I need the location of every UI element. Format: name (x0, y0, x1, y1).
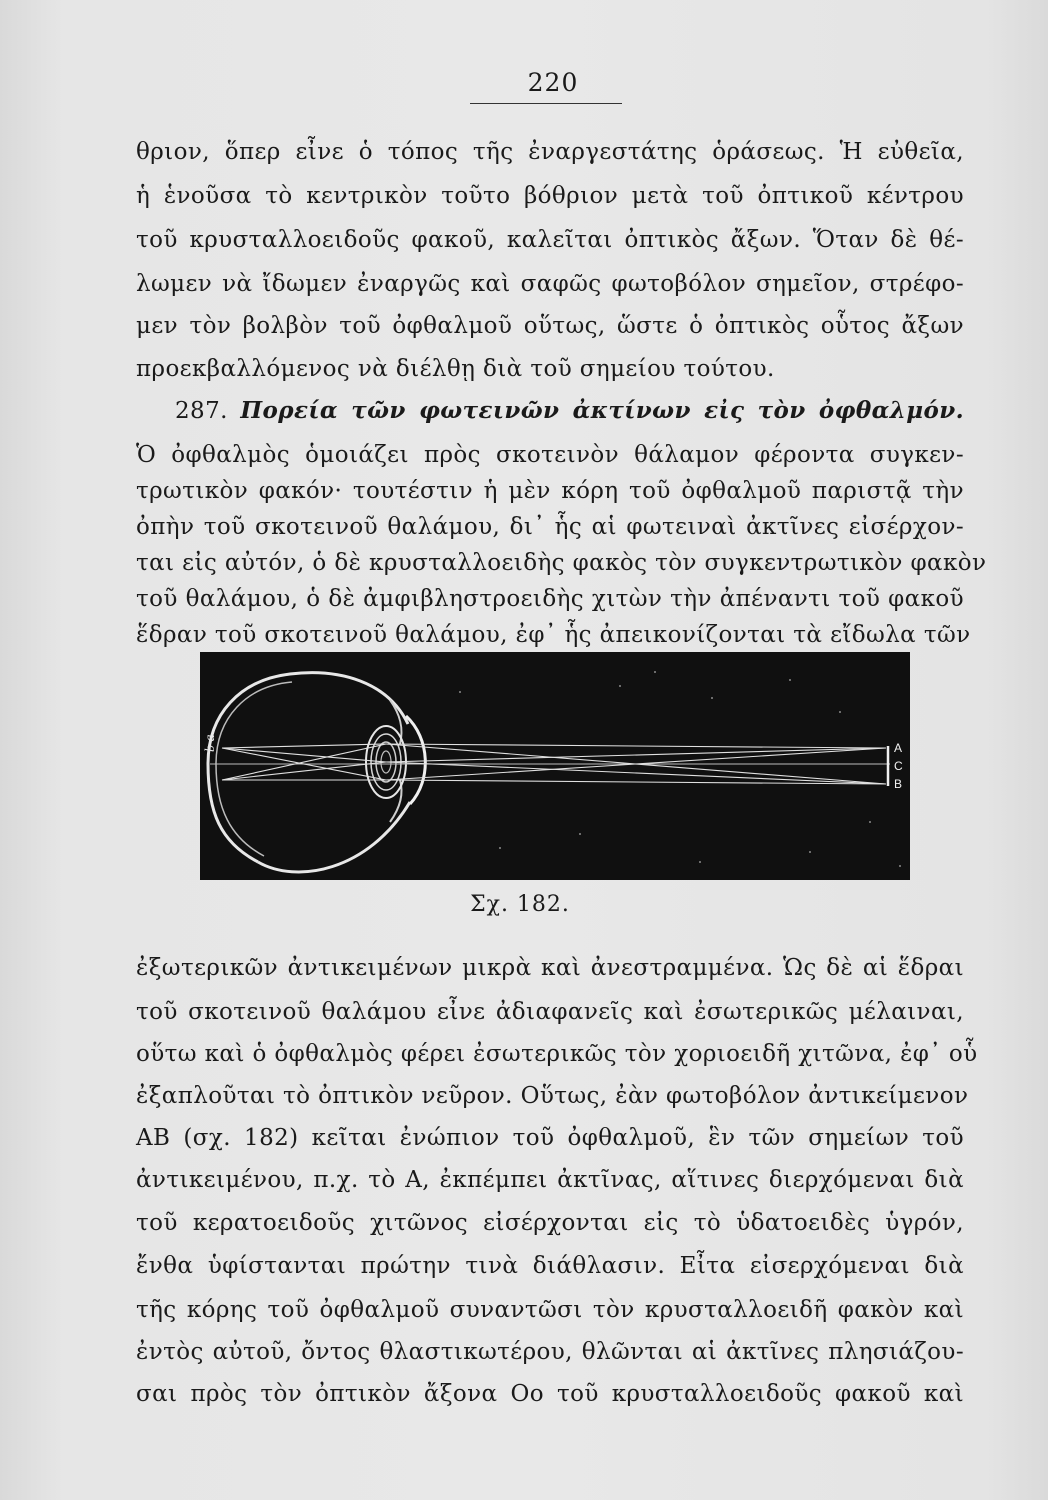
figure-background (200, 652, 910, 880)
text-line: ἡ ἑνοῦσα τὸ κεντρικὸν τοῦτο βόθριον μετὰ τοῦ ὀπτικοῦ κέντρου (136, 183, 964, 209)
text-line: ἐξωτερικῶν ἀντικειμένων μικρὰ καὶ ἀνεστραμμένα. Ὡς δὲ αἱ ἕδραι (136, 955, 964, 981)
text-line: σαι πρὸς τὸν ὀπτικὸν ἄξονα Οο τοῦ κρυσταλλοειδοῦς φακοῦ καὶ (136, 1381, 964, 1407)
text-line: τοῦ σκοτεινοῦ θαλάμου εἶνε ἀδιαφανεῖς καὶ ἐσωτερικῶς μέλαιναι, (136, 999, 964, 1025)
text-line: τῆς κόρης τοῦ ὀφθαλμοῦ συναντῶσι τὸν κρυσταλλοειδῆ φακὸν καὶ (136, 1297, 964, 1323)
label-c: C (894, 759, 903, 773)
text-line: Ὁ ὀφθαλμὸς ὁμοιάζει πρὸς σκοτεινὸν θάλαμον φέροντα συγκεν- (136, 442, 964, 468)
text-line: μεν τὸν βολβὸν τοῦ ὀφθαλμοῦ οὕτως, ὥστε ὁ ὀπτικὸς οὗτος ἄξων (136, 313, 964, 339)
text-line: προεκβαλλόμενος νὰ διέλθῃ διὰ τοῦ σημείου τούτου. (136, 356, 775, 382)
section-heading (175, 391, 964, 431)
label-b: B (894, 777, 903, 791)
text-line: ἕδραν τοῦ σκοτεινοῦ θαλάμου, ἐφ᾽ ἧς ἀπεικονίζονται τὰ εἴδωλα τῶν (136, 622, 971, 648)
text-line: τοῦ θαλάμου, ὁ δὲ ἀμφιβληστροειδὴς χιτὼν τὴν ἀπέναντι τοῦ φακοῦ (136, 586, 964, 612)
page-number: 220 (527, 68, 579, 97)
figure-caption: Σχ. 182. (470, 892, 570, 917)
label-a: A (894, 741, 903, 755)
text-line: θριον, ὅπερ εἶνε ὁ τόπος τῆς ἐναργεστάτης ὁράσεως. Ἡ εὐθεῖα, (136, 139, 964, 165)
section-title: Πορεία τῶν φωτεινῶν ἀκτίνων εἰς τὸν ὀφθαλμόν. (240, 397, 964, 424)
text-line: οὕτω καὶ ὁ ὀφθαλμὸς φέρει ἐσωτερικῶς τὸν χοριοειδῆ χιτῶνα, ἐφ᾽ οὗ (136, 1041, 978, 1067)
page-number-rule (470, 103, 622, 104)
text-line: ἀντικειμένου, π.χ. τὸ Α, ἐκπέμπει ἀκτῖνας, αἵτινες διερχόμεναι διὰ (136, 1167, 964, 1193)
section-number: 287. (175, 398, 228, 424)
text-line: ται εἰς αὐτόν, ὁ δὲ κρυσταλλοειδὴς φακὸς τὸν συγκεντρωτικὸν φακὸν (136, 550, 987, 576)
text-line: ἐξαπλοῦται τὸ ὀπτικὸν νεῦρον. Οὕτως, ἐὰν φωτοβόλον ἀντικείμενον (136, 1083, 969, 1109)
text-line: λωμεν νὰ ἴδωμεν ἐναργῶς καὶ σαφῶς φωτοβόλον σημεῖον, στρέφο- (136, 271, 964, 297)
text-line: ἔνθα ὑφίστανται πρώτην τινὰ διάθλασιν. Εἶτα εἰσερχόμεναι διὰ (136, 1253, 964, 1279)
eye-diagram-figure (200, 652, 910, 880)
text-line: τρωτικὸν φακόν· τουτέστιν ἡ μὲν κόρη τοῦ ὀφθαλμοῦ παριστᾷ τὴν (136, 478, 964, 504)
text-line: τοῦ κρυσταλλοειδοῦς φακοῦ, καλεῖται ὀπτικὸς ἄξων. Ὅταν δὲ θέ- (136, 227, 964, 253)
text-line: ΑΒ (σχ. 182) κεῖται ἐνώπιον τοῦ ὀφθαλμοῦ, ἓν τῶν σημείων τοῦ (136, 1125, 964, 1151)
text-line: ὀπὴν τοῦ σκοτεινοῦ θαλάμου, δι᾽ ἧς αἱ φωτειναὶ ἀκτῖνες εἰσέρχον- (136, 514, 964, 540)
retina-image-label: b a (203, 734, 218, 752)
text-line: τοῦ κερατοειδοῦς χιτῶνος εἰσέρχονται εἰς τὸ ὑδατοειδὲς ὑγρόν, (136, 1210, 964, 1236)
text-line: ἐντὸς αὐτοῦ, ὄντος θλαστικωτέρου, θλῶνται αἱ ἀκτῖνες πλησιάζου- (136, 1339, 964, 1365)
eye-diagram (200, 652, 910, 880)
